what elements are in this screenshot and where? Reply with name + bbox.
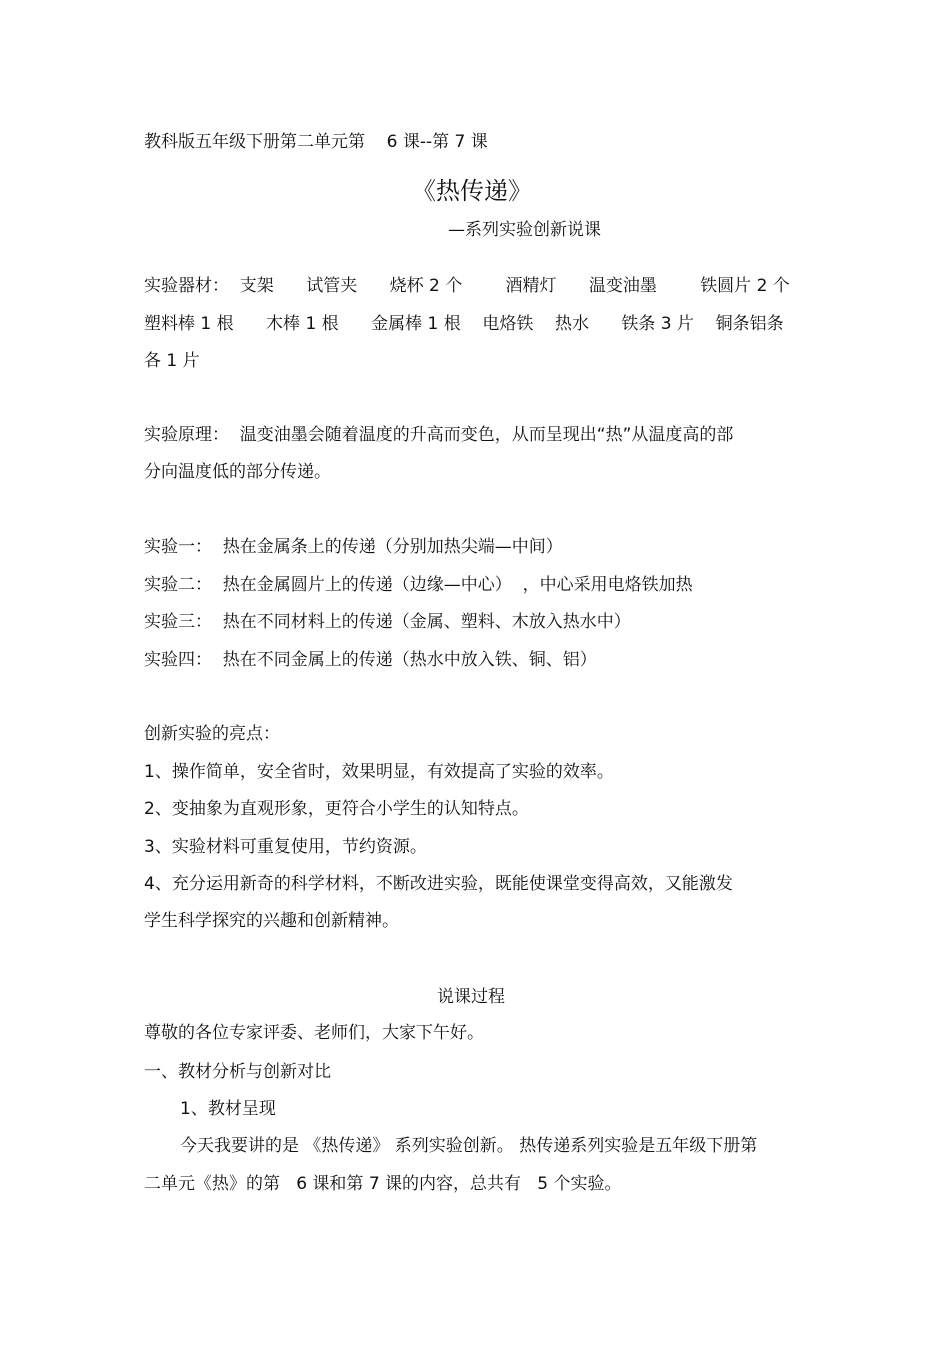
highlight-item-2: 2、变抽象为直观形象，更符合小学生的认知特点。 (144, 799, 529, 819)
process-heading: 说课过程 (437, 987, 505, 1007)
materials-line-2: 塑料棒 1 根 木棒 1 根 金属棒 1 根 电烙铁 热水 铁条 3 片 铜条铝条 (144, 314, 784, 334)
section-heading-1: 一、教材分析与创新对比 (144, 1062, 331, 1082)
paragraph-line-1: 今天我要讲的是 《热传递》 系列实验创新。 热传递系列实验是五年级下册第 (180, 1136, 758, 1156)
paragraph-line-2: 二单元《热》的第 6 课和第 7 课的内容，总共有 5 个实验。 (144, 1174, 622, 1194)
document-title: 《热传递》 (412, 177, 532, 205)
principle-line-1: 实验原理： 温变油墨会随着温度的升高而变色，从而呈现出“热”从温度高的部 (144, 425, 734, 445)
subsection-heading-1: 1、教材呈现 (180, 1099, 276, 1119)
experiment-2: 实验二： 热在金属圆片上的传递（边缘—中心） ，中心采用电烙铁加热 (144, 575, 693, 595)
document-subtitle: —系列实验创新说课 (448, 220, 601, 240)
highlights-heading: 创新实验的亮点： (144, 724, 280, 744)
highlight-item-3: 3、实验材料可重复使用，节约资源。 (144, 837, 427, 857)
greeting-line: 尊敬的各位专家评委、老师们，大家下午好。 (144, 1023, 484, 1043)
principle-line-2: 分向温度低的部分传递。 (144, 462, 331, 482)
experiment-3: 实验三： 热在不同材料上的传递（金属、塑料、木放入热水中） (144, 612, 631, 632)
experiment-1: 实验一： 热在金属条上的传递（分别加热尖端—中间） (144, 537, 563, 557)
materials-line-1: 实验器材： 支架 试管夹 烧杯 2 个 酒精灯 温变油墨 铁圆片 2 个 (144, 276, 790, 296)
highlight-item-1: 1、操作简单，安全省时，效果明显，有效提高了实验的效率。 (144, 762, 614, 782)
experiment-4: 实验四： 热在不同金属上的传递（热水中放入铁、铜、铝） (144, 650, 597, 670)
highlight-item-4: 4、充分运用新奇的科学材料，不断改进实验，既能使课堂变得高效，又能激发 (144, 874, 733, 894)
highlight-item-4-continued: 学生科学探究的兴趣和创新精神。 (144, 911, 399, 931)
course-line: 教科版五年级下册第二单元第 6 课--第 7 课 (144, 132, 488, 152)
materials-line-3: 各 1 片 (144, 351, 200, 371)
